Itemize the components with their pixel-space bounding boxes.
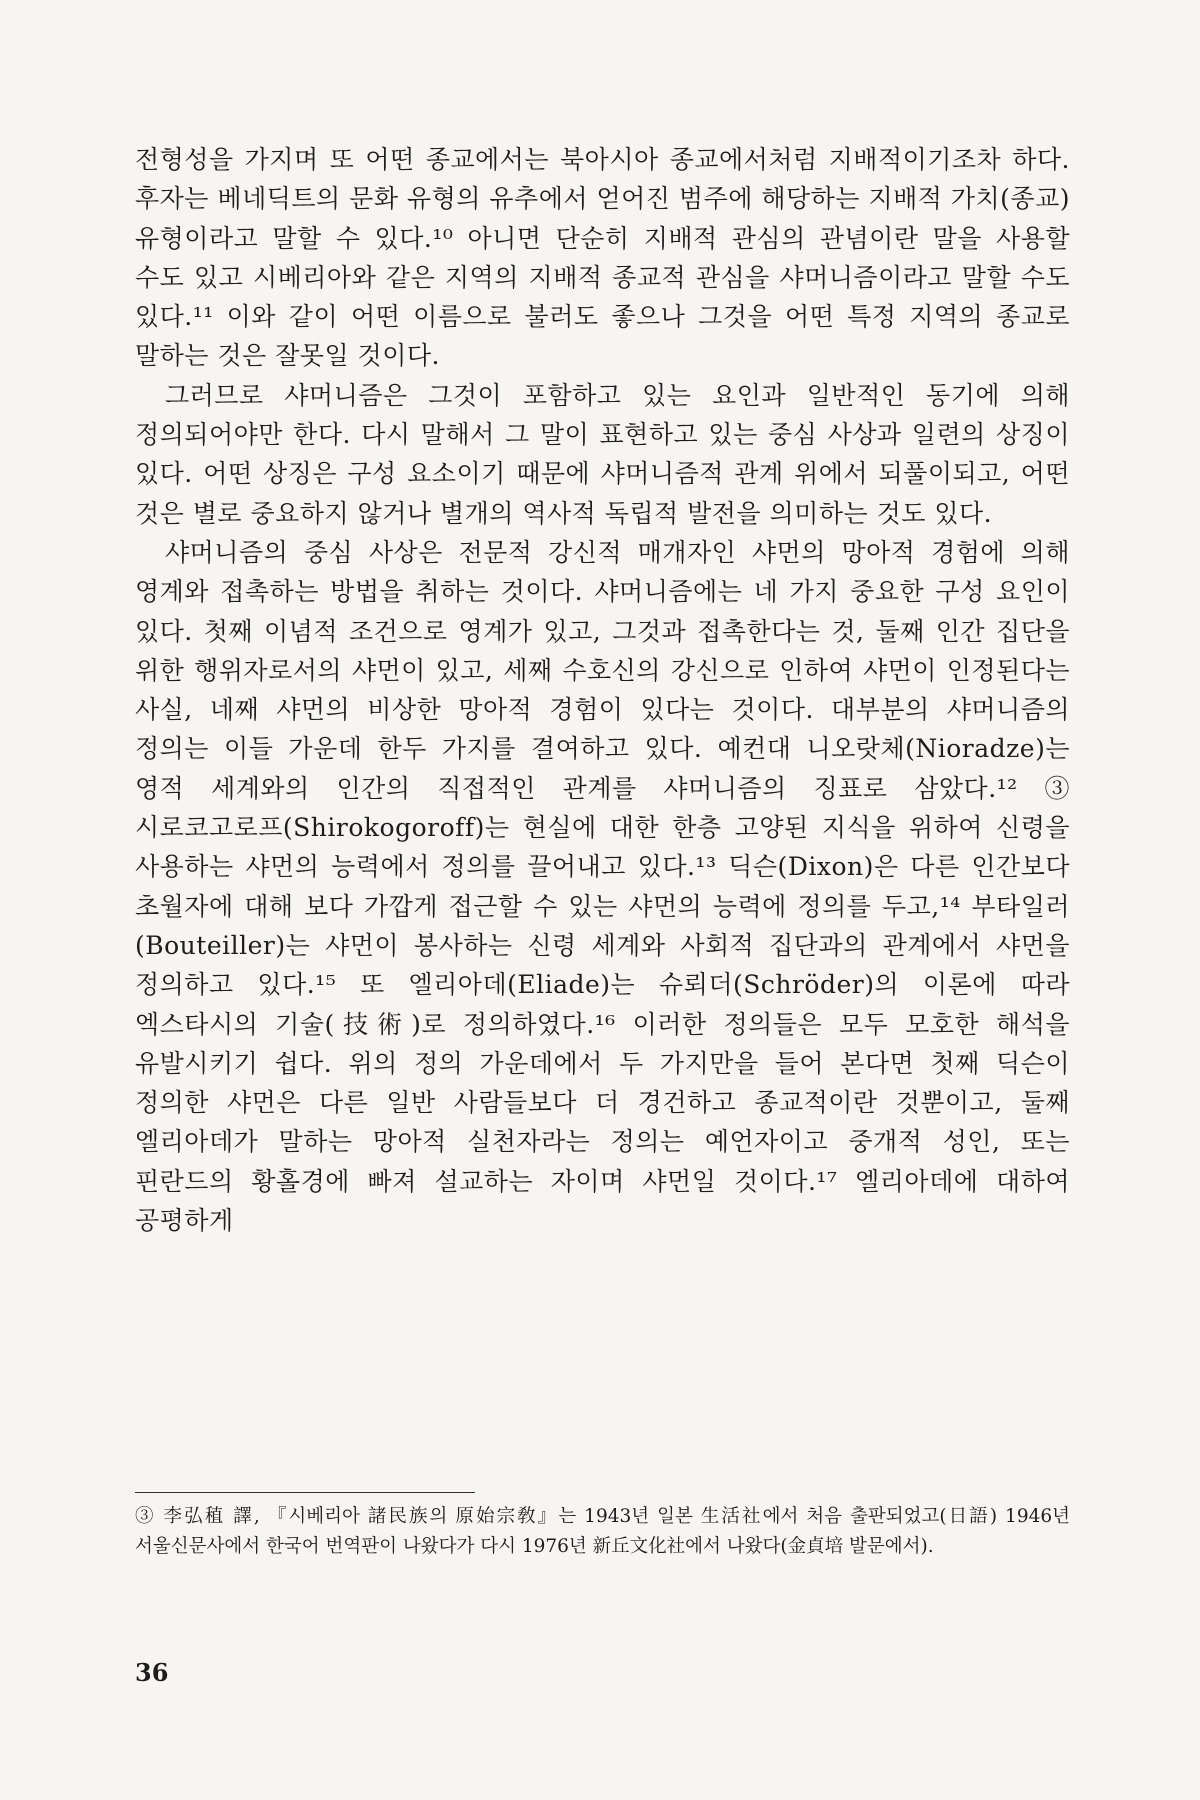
paragraph-2: 그러므로 샤머니즘은 그것이 포함하고 있는 요인과 일반적인 동기에 의해 정의되어야만 한다. 다시 말해서 그 말이 표현하고 있는 중심 사상과 일련의 상징이 있다. 어떤 상징은 구성 요소이기 때문에 샤머니즘적 관계 위에서 되풀이되고, 어떤 것은 별로 중요하지 않거나 별개의 역사적 독립적 발전을 의미하는 것도 있다. [135, 380, 1070, 528]
paragraph-3: 샤머니즘의 중심 사상은 전문적 강신적 매개자인 샤먼의 망아적 경험에 의해 영계와 접촉하는 방법을 취하는 것이다. 샤머니즘에는 네 가지 중요한 구성 요인이 있다. 첫째 이념적 조건으로 영계가 있고, 그것과 접촉한다는 것, 둘째 인간 집단을 위한 행위자로서의 샤먼이 있고, 세째 수호신의 강신으로 인하여 샤먼이 인정된다는 사실, 네째 샤먼의 비상한 망아적 경험이 있다는 것이다. 대부분의 샤머니즘의 정의는 이들 가운데 한두 가지를 결여하고 있다. 예컨대 니오랏체(Nioradze)는 영적 세계와의 인간의 직접적인 관계를 샤머니즘의 징표로 삼았다.¹² ③ 시로코고로프(Shirokogoroff)는 현실에 대한 한층 고양된 지식을 위하여 신령을 사용하는 샤먼의 능력에서 정의를 끌어내고 있다.¹³ 딕슨(Dixon)은 다른 인간보다 초월자에 대해 보다 가깝게 접근할 수 있는 샤먼의 능력에 정의를 두고,¹⁴ 부타일러(Bouteiller)는 샤먼이 봉사하는 신령 세계와 사회적 집단과의 관계에서 샤먼을 정의하고 있다.¹⁵ 또 엘리아데(Eliade)는 슈뢰더(Schröder)의 이론에 따라 엑스타시의 기술(技術)로 정의하였다.¹⁶ 이러한 정의들은 모두 모호한 해석을 유발시키기 쉽다. 위의 정의 가운데에서 두 가지만을 들어 본다면 첫째 딕슨이 정의한 샤먼은 다른 일반 사람들보다 더 경건하고 종교적이란 것뿐이고, 둘째 엘리아데가 말하는 망아적 실천자라는 정의는 예언자이고 중개적 성인, 또는 핀란드의 황홀경에 빠져 설교하는 자이며 샤먼일 것이다.¹⁷ 엘리아데에 대하여 공평하게 [135, 537, 1070, 1236]
paragraph-1: 전형성을 가지며 또 어떤 종교에서는 북아시아 종교에서처럼 지배적이기조차 하다. 후자는 베네딕트의 문화 유형의 유추에서 얻어진 범주에 해당하는 지배적 가치(종교) 유형이라고 말할 수 있다.¹⁰ 아니면 단순히 지배적 관심의 관념이란 말을 사용할 수도 있고 시베리아와 같은 지역의 지배적 종교적 관심을 샤머니즘이라고 말할 수도 있다.¹¹ 이와 같이 어떤 이름으로 불러도 좋으나 그것을 어떤 특정 지역의 종교로 말하는 것은 잘못일 것이다. [135, 145, 1070, 371]
footnote-divider [135, 1492, 475, 1493]
page-number: 36 [135, 1658, 169, 1687]
footnote [135, 1502, 1070, 1562]
footnote-text: ③ 李弘稙 譯, 『시베리아 諸民族의 原始宗敎』는 1943년 일본 生活社에서 처음 출판되었고(日語) 1946년 서울신문사에서 한국어 번역판이 나왔다가 다시 1976년 新丘文化社에서 나왔다(金貞培 발문에서). [135, 1506, 1070, 1557]
body-text [135, 140, 1070, 1240]
